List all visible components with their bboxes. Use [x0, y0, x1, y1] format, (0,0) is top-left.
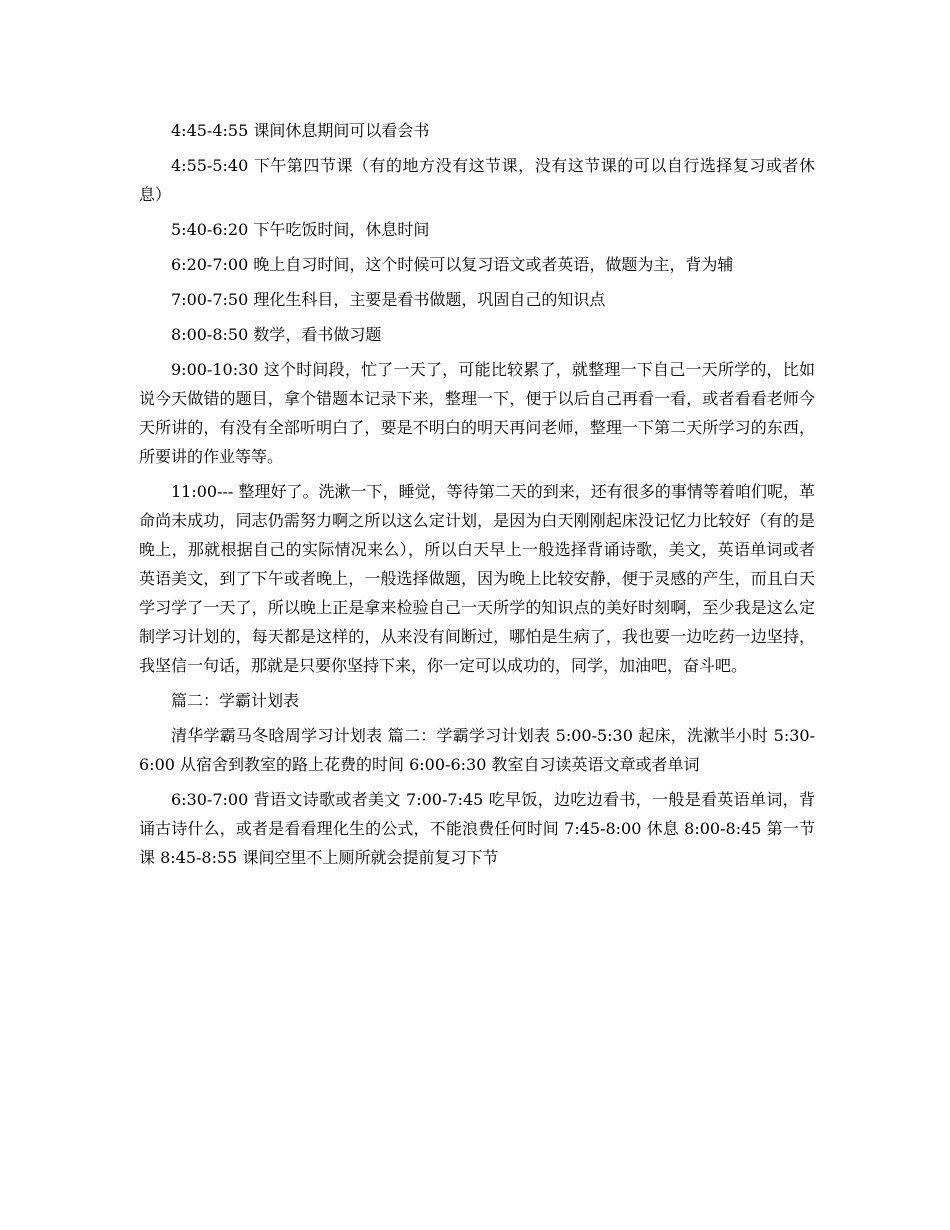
paragraph: 4:55-5:40 下午第四节课（有的地方没有这节课，没有这节课的可以自行选择复习或者休息）: [139, 156, 815, 204]
document-body: [139, 116, 815, 878]
paragraph: 4:45-4:55 课间休息期间可以看会书: [171, 121, 430, 140]
paragraph: 9:00-10:30 这个时间段，忙了一天了，可能比较累了，就整理一下自己一天所学的，比如说今天做错的题目，拿个错题本记录下来，整理一下，便于以后自己再看一看，或者看看老师今天所讲的，有没有全部听明白了，要是不明白的明天再问老师，整理一下第二天所学习的东西，所要讲的作业等等。: [139, 360, 815, 466]
paragraph: 7:00-7:50 理化生科目，主要是看书做题，巩固自己的知识点: [171, 290, 606, 309]
paragraph: 清华学霸马冬晗周学习计划表 篇二：学霸学习计划表 5:00-5:30 起床，洗漱半小时 5:30-6:00 从宿舍到教室的路上花费的时间 6:00-6:30 教室自习读英语文章或者单词: [139, 726, 815, 774]
paragraph: 11:00--- 整理好了。洗漱一下，睡觉，等待第二天的到来，还有很多的事情等着咱们呢，革命尚未成功，同志仍需努力啊之所以这么定计划，是因为白天刚刚起床没记忆力比较好（有的是晚上，那就根据自己的实际情况来么），所以白天早上一般选择背诵诗歌，美文，英语单词或者英语美文，到了下午或者晚上，一般选择做题，因为晚上比较安静，便于灵感的产生，而且白天学习学了一天了，所以晚上正是拿来检验自己一天所学的知识点的美好时刻啊，至少我是这么定制学习计划的，每天都是这样的，从来没有间断过，哪怕是生病了，我也要一边吃药一边坚持，我坚信一句话，那就是只要你坚持下来，你一定可以成功的，同学，加油吧，奋斗吧。: [139, 482, 815, 675]
section-heading: 篇二：学霸计划表: [171, 691, 300, 710]
paragraph: 5:40-6:20 下午吃饭时间，休息时间: [171, 220, 430, 239]
paragraph: 6:30-7:00 背语文诗歌或者美文 7:00-7:45 吃早饭，边吃边看书，一般是看英语单词，背诵古诗什么，或者是看看理化生的公式，不能浪费任何时间 7:45-8:00 休息 8:00-8:45 第一节课 8:45-8:55 课间空里不上厕所就会提前复习下节: [139, 790, 815, 867]
paragraph: 8:00-8:50 数学，看书做习题: [171, 325, 382, 344]
paragraph: 6:20-7:00 晚上自习时间，这个时候可以复习语文或者英语，做题为主，背为辅: [171, 255, 734, 274]
